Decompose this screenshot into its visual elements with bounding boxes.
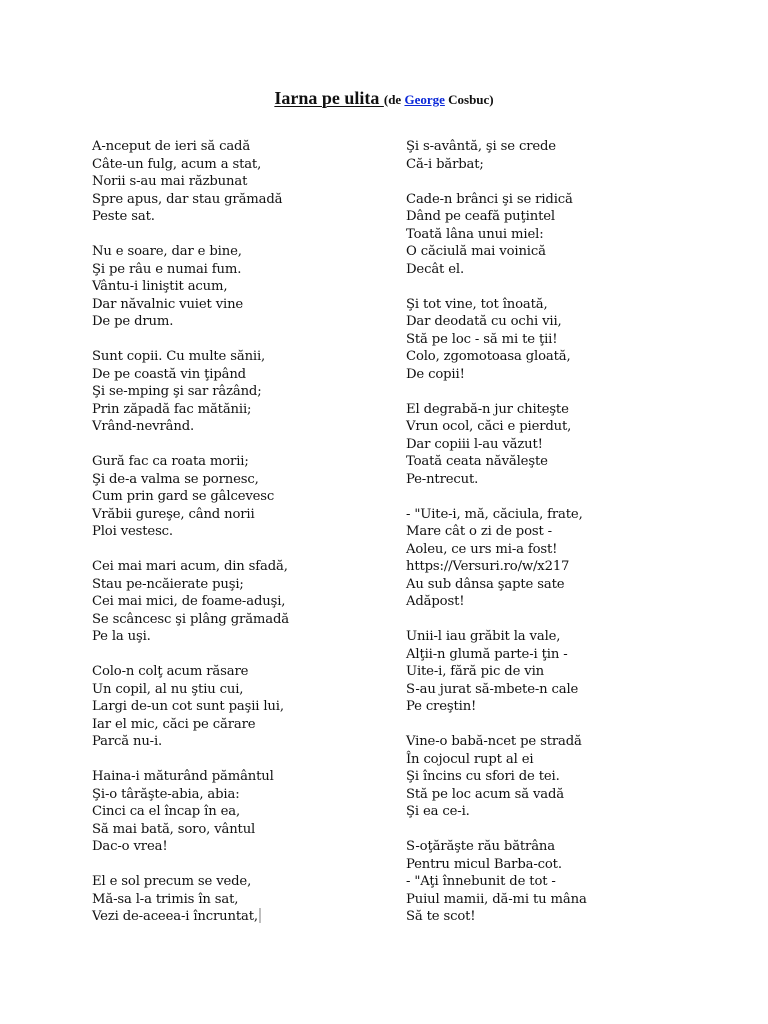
poem-line: De pe coastă vin ţipând <box>92 366 246 382</box>
poem-column-left <box>92 138 382 943</box>
poem-line: Vântu-i liniştit acum, <box>92 279 228 294</box>
poem-line: Toată ceata năvăleşte <box>406 454 548 469</box>
poem-line: Şi pe râu e numai fum. <box>92 261 242 277</box>
poem-line: Prin zăpadă fac mătănii; <box>92 401 252 417</box>
poem-line: https://Versuri.ro/w/x217 <box>406 559 570 574</box>
poem-line: Şi ea ce-i. <box>406 804 470 819</box>
stanza <box>406 628 706 716</box>
poem-line: Şi tot vine, tot înoată, <box>406 296 548 312</box>
poem-line: Cinci ca el încap în ea, <box>92 804 241 819</box>
poem-line: Şi încins cu sfori de tei. <box>406 769 560 784</box>
poem-line: Toată lâna unui miel: <box>406 226 544 242</box>
poem-line: Că-i bărbat; <box>406 156 484 172</box>
poem-line: Şi de-a valma se pornesc, <box>92 471 259 487</box>
poem-line: Dar copiii l-au văzut! <box>406 436 543 452</box>
title-author-rest: Cosbuc) <box>444 92 494 107</box>
poem-line: Unii-l iau grăbit la vale, <box>406 629 561 644</box>
poem-line: Mă-sa l-a trimis în sat, <box>92 891 239 907</box>
poem-line: Pentru micul Barba-cot. <box>406 856 562 872</box>
poem-line: Vezi de-aceea-i încruntat, <box>92 908 382 926</box>
stanza <box>92 873 382 926</box>
poem-line: - "Uite-i, mă, căciula, frate, <box>406 506 583 522</box>
stanza <box>92 138 382 226</box>
poem-line: De copii! <box>406 366 465 382</box>
poem-line: El e sol precum se vede, <box>92 874 252 889</box>
poem-line: Şi se-mping şi sar râzând; <box>92 384 262 399</box>
stanza <box>92 243 382 331</box>
poem-line: S-oţărăşte rău bătrâna <box>406 839 555 854</box>
poem-line: Cei mai mici, de foame-aduşi, <box>92 594 286 609</box>
stanza <box>406 296 706 384</box>
stanza <box>92 768 382 856</box>
poem-line: Norii s-au mai răzbunat <box>92 174 248 189</box>
poem-line: Vine-o babă-ncet pe stradă <box>406 734 582 749</box>
poem-line: S-au jurat să-mbete-n cale <box>406 681 579 697</box>
stanza <box>406 191 706 279</box>
poem-line: Să te scot! <box>406 909 476 924</box>
poem-line: Dând pe ceafă puţintel <box>406 209 555 224</box>
poem-line: Şi-o târăşte-abia, abia: <box>92 786 240 802</box>
poem-line: Să mai bată, soro, vântul <box>92 821 256 837</box>
poem-column-right <box>406 138 706 943</box>
poem-line: Colo-n colţ acum răsare <box>92 664 249 679</box>
poem-line: Decât el. <box>406 261 464 277</box>
poem-line: Stă pe loc acum să vadă <box>406 786 564 802</box>
poem-line: Câte-un fulg, acum a stat, <box>92 156 262 172</box>
poem-line: Adăpost! <box>406 594 465 609</box>
poem-line: Colo, zgomotoasa gloată, <box>406 349 571 364</box>
stanza <box>406 733 706 821</box>
poem-line: Stau pe-ncăierate puşi; <box>92 576 244 592</box>
poem-line: Largi de-un cot sunt paşii lui, <box>92 699 284 714</box>
stanza <box>92 453 382 541</box>
poem-line: Pe-ntrecut. <box>406 471 479 487</box>
text-cursor <box>259 908 261 923</box>
poem-line: Puiul mamii, dă-mi tu mâna <box>406 891 587 907</box>
poem-line: Dac-o vrea! <box>92 839 168 854</box>
poem-line: Nu e soare, dar e bine, <box>92 244 242 259</box>
stanza <box>406 506 706 611</box>
poem-line: Un copil, al nu ştiu cui, <box>92 681 244 697</box>
poem-line: Spre apus, dar stau grămadă <box>92 191 283 207</box>
poem-line: Stă pe loc - să mi te ţii! <box>406 331 558 347</box>
poem-line: Vrun ocol, căci e pierdut, <box>406 419 572 434</box>
title-by-open: (de <box>383 92 405 107</box>
stanza <box>406 838 706 926</box>
poem-title: Iarna pe ulita <box>274 88 384 108</box>
poem-line: Cum prin gard se gâlcevesc <box>92 489 275 504</box>
poem-line: De pe drum. <box>92 314 174 329</box>
stanza <box>92 663 382 751</box>
poem-line: Parcă nu-i. <box>92 734 163 749</box>
poem-line: Sunt copii. Cu multe sănii, <box>92 349 266 364</box>
poem-line: Şi s-avântă, şi se crede <box>406 139 556 154</box>
stanza <box>406 401 706 489</box>
poem-line: Au sub dânsa şapte sate <box>406 576 565 592</box>
stanza <box>92 348 382 436</box>
poem-line: Uite-i, fără pic de vin <box>406 664 544 679</box>
poem-line: Gură fac ca roata morii; <box>92 454 249 469</box>
poem-line: Haina-i măturând pământul <box>92 769 274 784</box>
poem-line: Vrăbii gureşe, când norii <box>92 506 255 522</box>
poem-line: Cade-n brânci şi se ridică <box>406 191 573 207</box>
poem-line: El degrabă-n jur chiteşte <box>406 401 569 417</box>
poem-line: Se scâncesc şi plâng grămadă <box>92 611 289 627</box>
poem-line: - "Aţi înnebunit de tot - <box>406 874 556 889</box>
poem-line: Mare cât o zi de post - <box>406 524 552 539</box>
poem-line: Cei mai mari acum, din sfadă, <box>92 559 288 574</box>
stanza <box>92 558 382 646</box>
document-title <box>0 88 768 109</box>
poem-line: Ploi vestesc. <box>92 524 173 539</box>
poem-line: În cojocul rupt al ei <box>406 751 534 767</box>
poem-line: Dar deodată cu ochi vii, <box>406 314 562 329</box>
poem-line: Pe la uşi. <box>92 629 151 644</box>
poem-line: Aoleu, ce urs mi-a fost! <box>406 541 558 557</box>
stanza <box>406 138 706 173</box>
poem-line: Pe creştin! <box>406 699 477 714</box>
poem-line: Dar năvalnic vuiet vine <box>92 296 244 312</box>
poem-line: Iar el mic, căci pe cărare <box>92 716 256 732</box>
poem-line: Vrând-nevrând. <box>92 419 195 434</box>
poem-line: A-nceput de ieri să cadă <box>92 139 251 154</box>
poem-line: Peste sat. <box>92 209 155 224</box>
poem-line: Alţii-n glumă parte-i ţin - <box>406 646 568 662</box>
poem-line: O căciulă mai voinică <box>406 244 546 259</box>
author-link[interactable]: George <box>404 92 445 107</box>
